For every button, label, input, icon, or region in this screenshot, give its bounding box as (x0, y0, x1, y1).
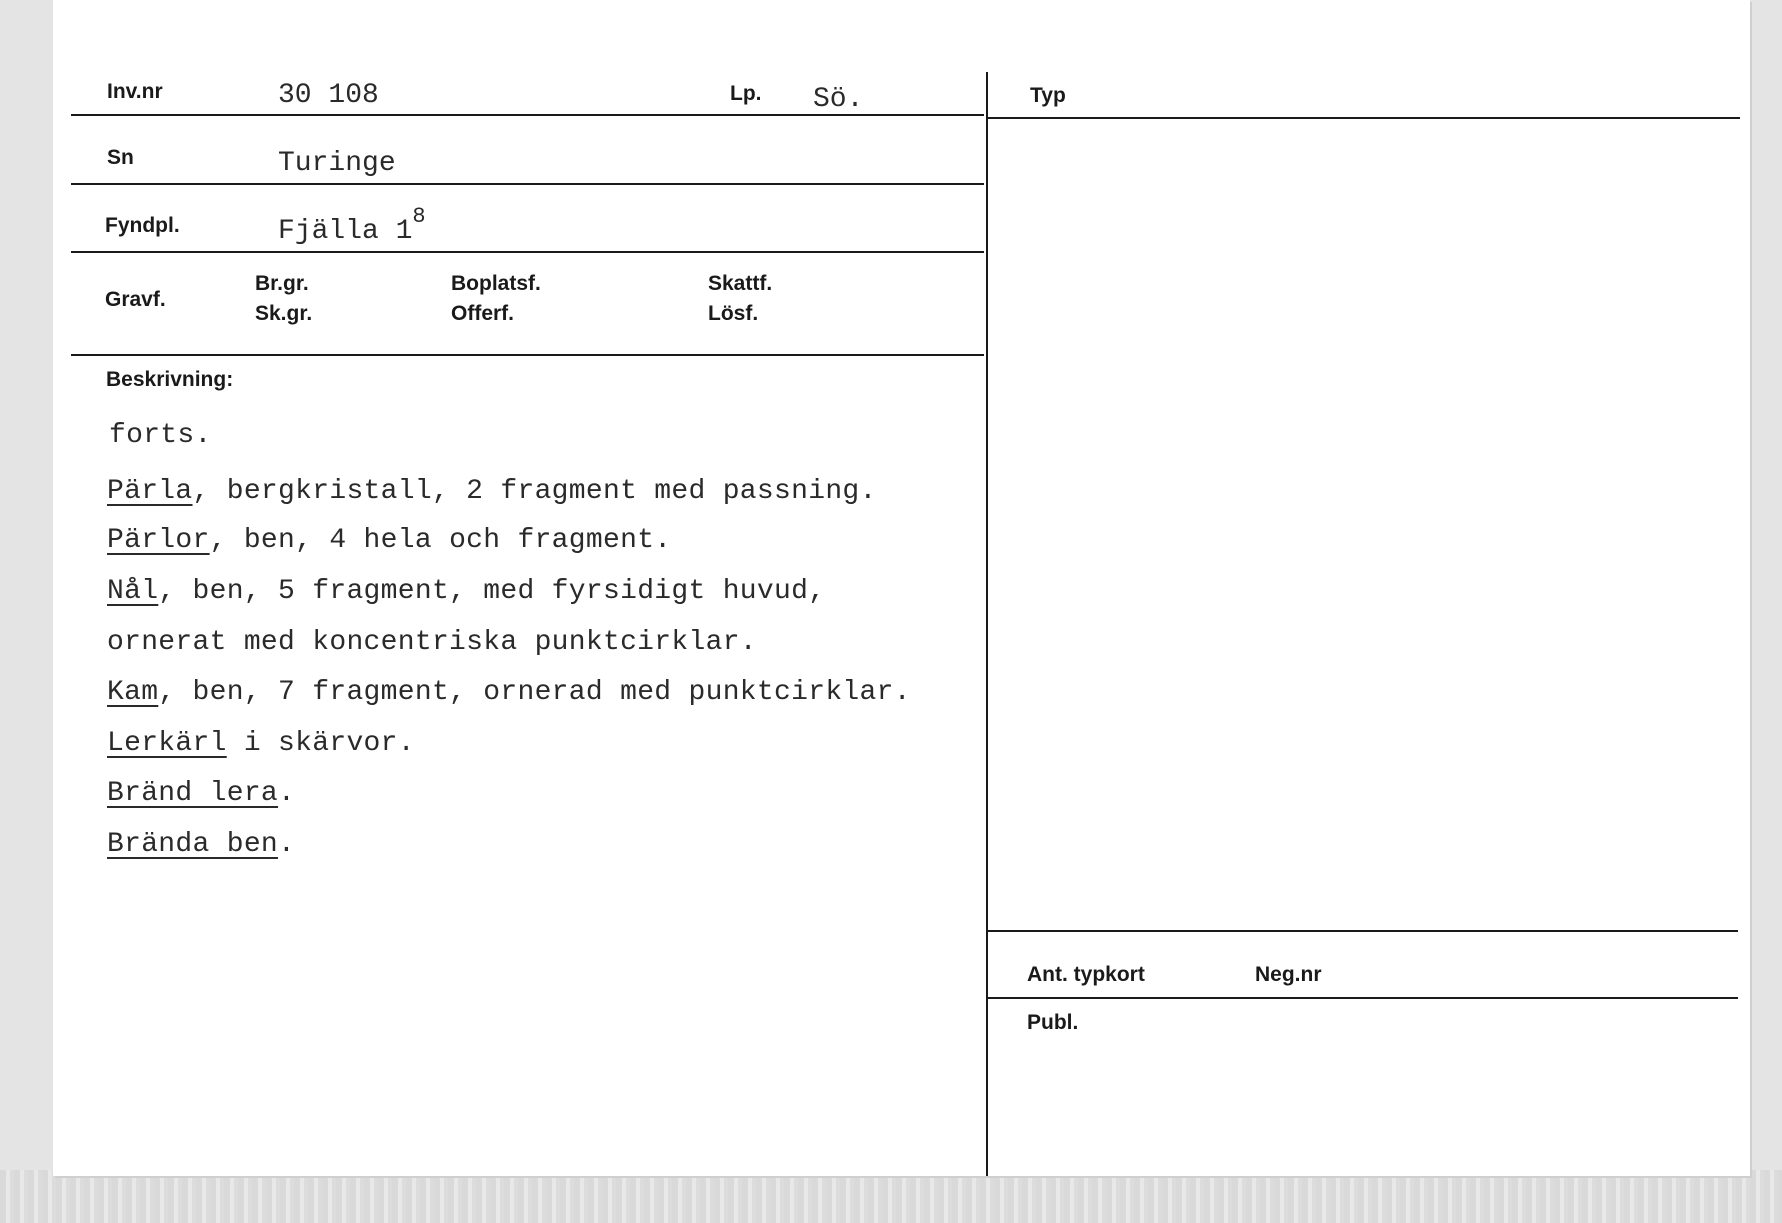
description-line (109, 420, 212, 451)
beskrivning-label: Beskrivning: (106, 368, 234, 391)
boplatsf-label: Boplatsf. (451, 272, 541, 295)
description-text: . (278, 778, 296, 809)
invnr-label: Inv.nr (107, 80, 163, 103)
description-line (107, 476, 877, 507)
rule-fyndpl (71, 251, 984, 253)
fyndpl-label: Fyndpl. (105, 214, 180, 237)
description-keyword: Pärla (107, 476, 193, 507)
ant-typkort-label: Ant. typkort (1027, 963, 1145, 986)
description-text: . (278, 829, 296, 860)
sn-label: Sn (107, 146, 134, 169)
description-keyword: Nål (107, 576, 159, 607)
fyndpl-text: Fjälla 1 (278, 216, 413, 247)
rule-ant-typkort-bottom (988, 997, 1738, 999)
lp-label: Lp. (730, 82, 762, 105)
description-text: , ben, 4 hela och fragment. (209, 525, 672, 556)
offerf-label: Offerf. (451, 302, 514, 325)
losf-label: Lösf. (708, 302, 759, 325)
fyndpl-superscript: 8 (412, 204, 426, 229)
invnr-value: 30 108 (278, 80, 379, 111)
skattf-label: Skattf. (708, 272, 773, 295)
description-line (107, 778, 295, 809)
description-text: , ben, 7 fragment, ornerad med punktcirklar. (158, 677, 911, 708)
description-line (107, 576, 825, 607)
description-keyword: Bränd lera (107, 778, 279, 809)
publ-label: Publ. (1027, 1011, 1079, 1034)
rule-ant-typkort-top (988, 930, 1738, 932)
description-keyword: Pärlor (107, 525, 210, 556)
sn-value: Turinge (278, 148, 396, 179)
lp-value: Sö. (813, 84, 864, 115)
description-text: , bergkristall, 2 fragment med passning. (192, 476, 877, 507)
description-text: forts. (109, 420, 212, 451)
skgr-label: Sk.gr. (255, 302, 313, 325)
negnr-label: Neg.nr (1255, 963, 1322, 986)
brgr-label: Br.gr. (255, 272, 309, 295)
description-line (107, 627, 757, 658)
description-keyword: Brända ben (107, 829, 279, 860)
description-line (107, 525, 671, 556)
description-text: i skärvor. (226, 728, 415, 759)
typ-label: Typ (1030, 84, 1066, 107)
rule-typ (988, 117, 1740, 119)
gravf-label: Gravf. (105, 288, 166, 311)
description-text: , ben, 5 fragment, med fyrsidigt huvud, (158, 576, 826, 607)
description-text: ornerat med koncentriska punktcirklar. (107, 627, 757, 658)
description-line (107, 829, 295, 860)
rule-gravf (71, 354, 984, 356)
column-divider (986, 72, 988, 1176)
description-keyword: Lerkärl (107, 728, 227, 759)
description-line (107, 677, 911, 708)
scanner-edge (0, 1170, 1782, 1223)
rule-sn (71, 183, 984, 185)
catalog-card (53, 0, 1750, 1176)
fyndpl-value (278, 204, 426, 247)
description-line (107, 728, 415, 759)
description-keyword: Kam (107, 677, 159, 708)
